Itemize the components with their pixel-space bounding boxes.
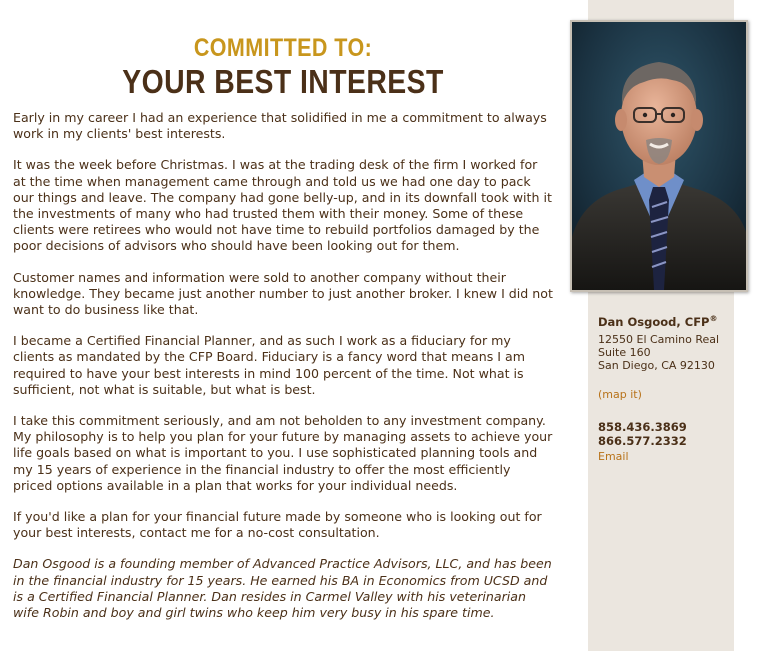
portrait-image [572,22,746,290]
page-title-line1: COMMITTED TO: [193,34,373,62]
paragraph-contact-invite: If you'd like a plan for your financial future made by someone who is looking out for your best interests, contact me for a no-cost consultation. [13,509,542,541]
advisor-name [598,314,748,329]
address-line1: 12550 El Camino Real [598,332,720,346]
paragraph-customer-names: Customer names and information were sold to another company without their knowledge. They became just another number to just another broker. I knew I did not want to do business like that. [13,269,553,318]
address-line3: San Diego, CA 92130 [598,358,715,372]
address-line2: Suite 160 [598,345,651,359]
bio-paragraph: Dan Osgood is a founding member of Advanced Practice Advisors, LLC, and has been in the financial industry for 15 years. He earned his BA in Economics from UCSD and is a Certified Financial Planner. Dan resides in Carmel Valley with his veterinarian wife Robin and boy and girl twins who keep him very busy in his spare time. [13,556,552,621]
contact-card [598,314,748,463]
portrait-photo [572,22,746,290]
paragraph-commitment: I take this commitment seriously, and am not beholden to any investment company. My philosophy is to help you plan for your future by managing assets to achieve your life goals based on what is important to you. I use sophisticated planning tools and my 15 years of experience in the financial industry to offer the most efficiently priced options available in a plan that works for your individual needs. [13,413,553,493]
paragraph-intro: Early in my career I had an experience that solidified in me a commitment to always work in my clients' best interests. [13,110,547,142]
page-title-line2: YOUR BEST INTEREST [122,63,444,100]
paragraph-christmas-story: It was the week before Christmas. I was at the trading desk of the firm I worked for at the time when management came through and told us we had one day to pack our things and leave. The company had gone belly-up, and in its downfall took with it the investments of many who had trusted them with their money. Some of these clients were retirees who would not have time to rebuild portfolios damaged by the poor decisions of advisors who should have been looking out for them. [13,157,552,254]
page-title [13,36,553,98]
registered-mark: ® [709,314,718,323]
phone-primary: 858.436.3869 [598,419,687,434]
paragraph-cfp-fiduciary: I became a Certified Financial Planner, and as such I work as a fiduciary for my clients as mandated by the CFP Board. Fiduciary is a fancy word that means I am required to have your best interests in mind 100 percent of the time. Not what is sufficient, not what is suitable, but what is best. [13,333,525,397]
portrait-frame [570,20,748,292]
map-link[interactable]: (map it) [598,387,642,401]
advisor-name-text: Dan Osgood, CFP [598,314,710,329]
phone-tollfree: 866.577.2332 [598,433,687,448]
email-link[interactable]: Email [598,449,629,463]
main-content [13,36,553,636]
